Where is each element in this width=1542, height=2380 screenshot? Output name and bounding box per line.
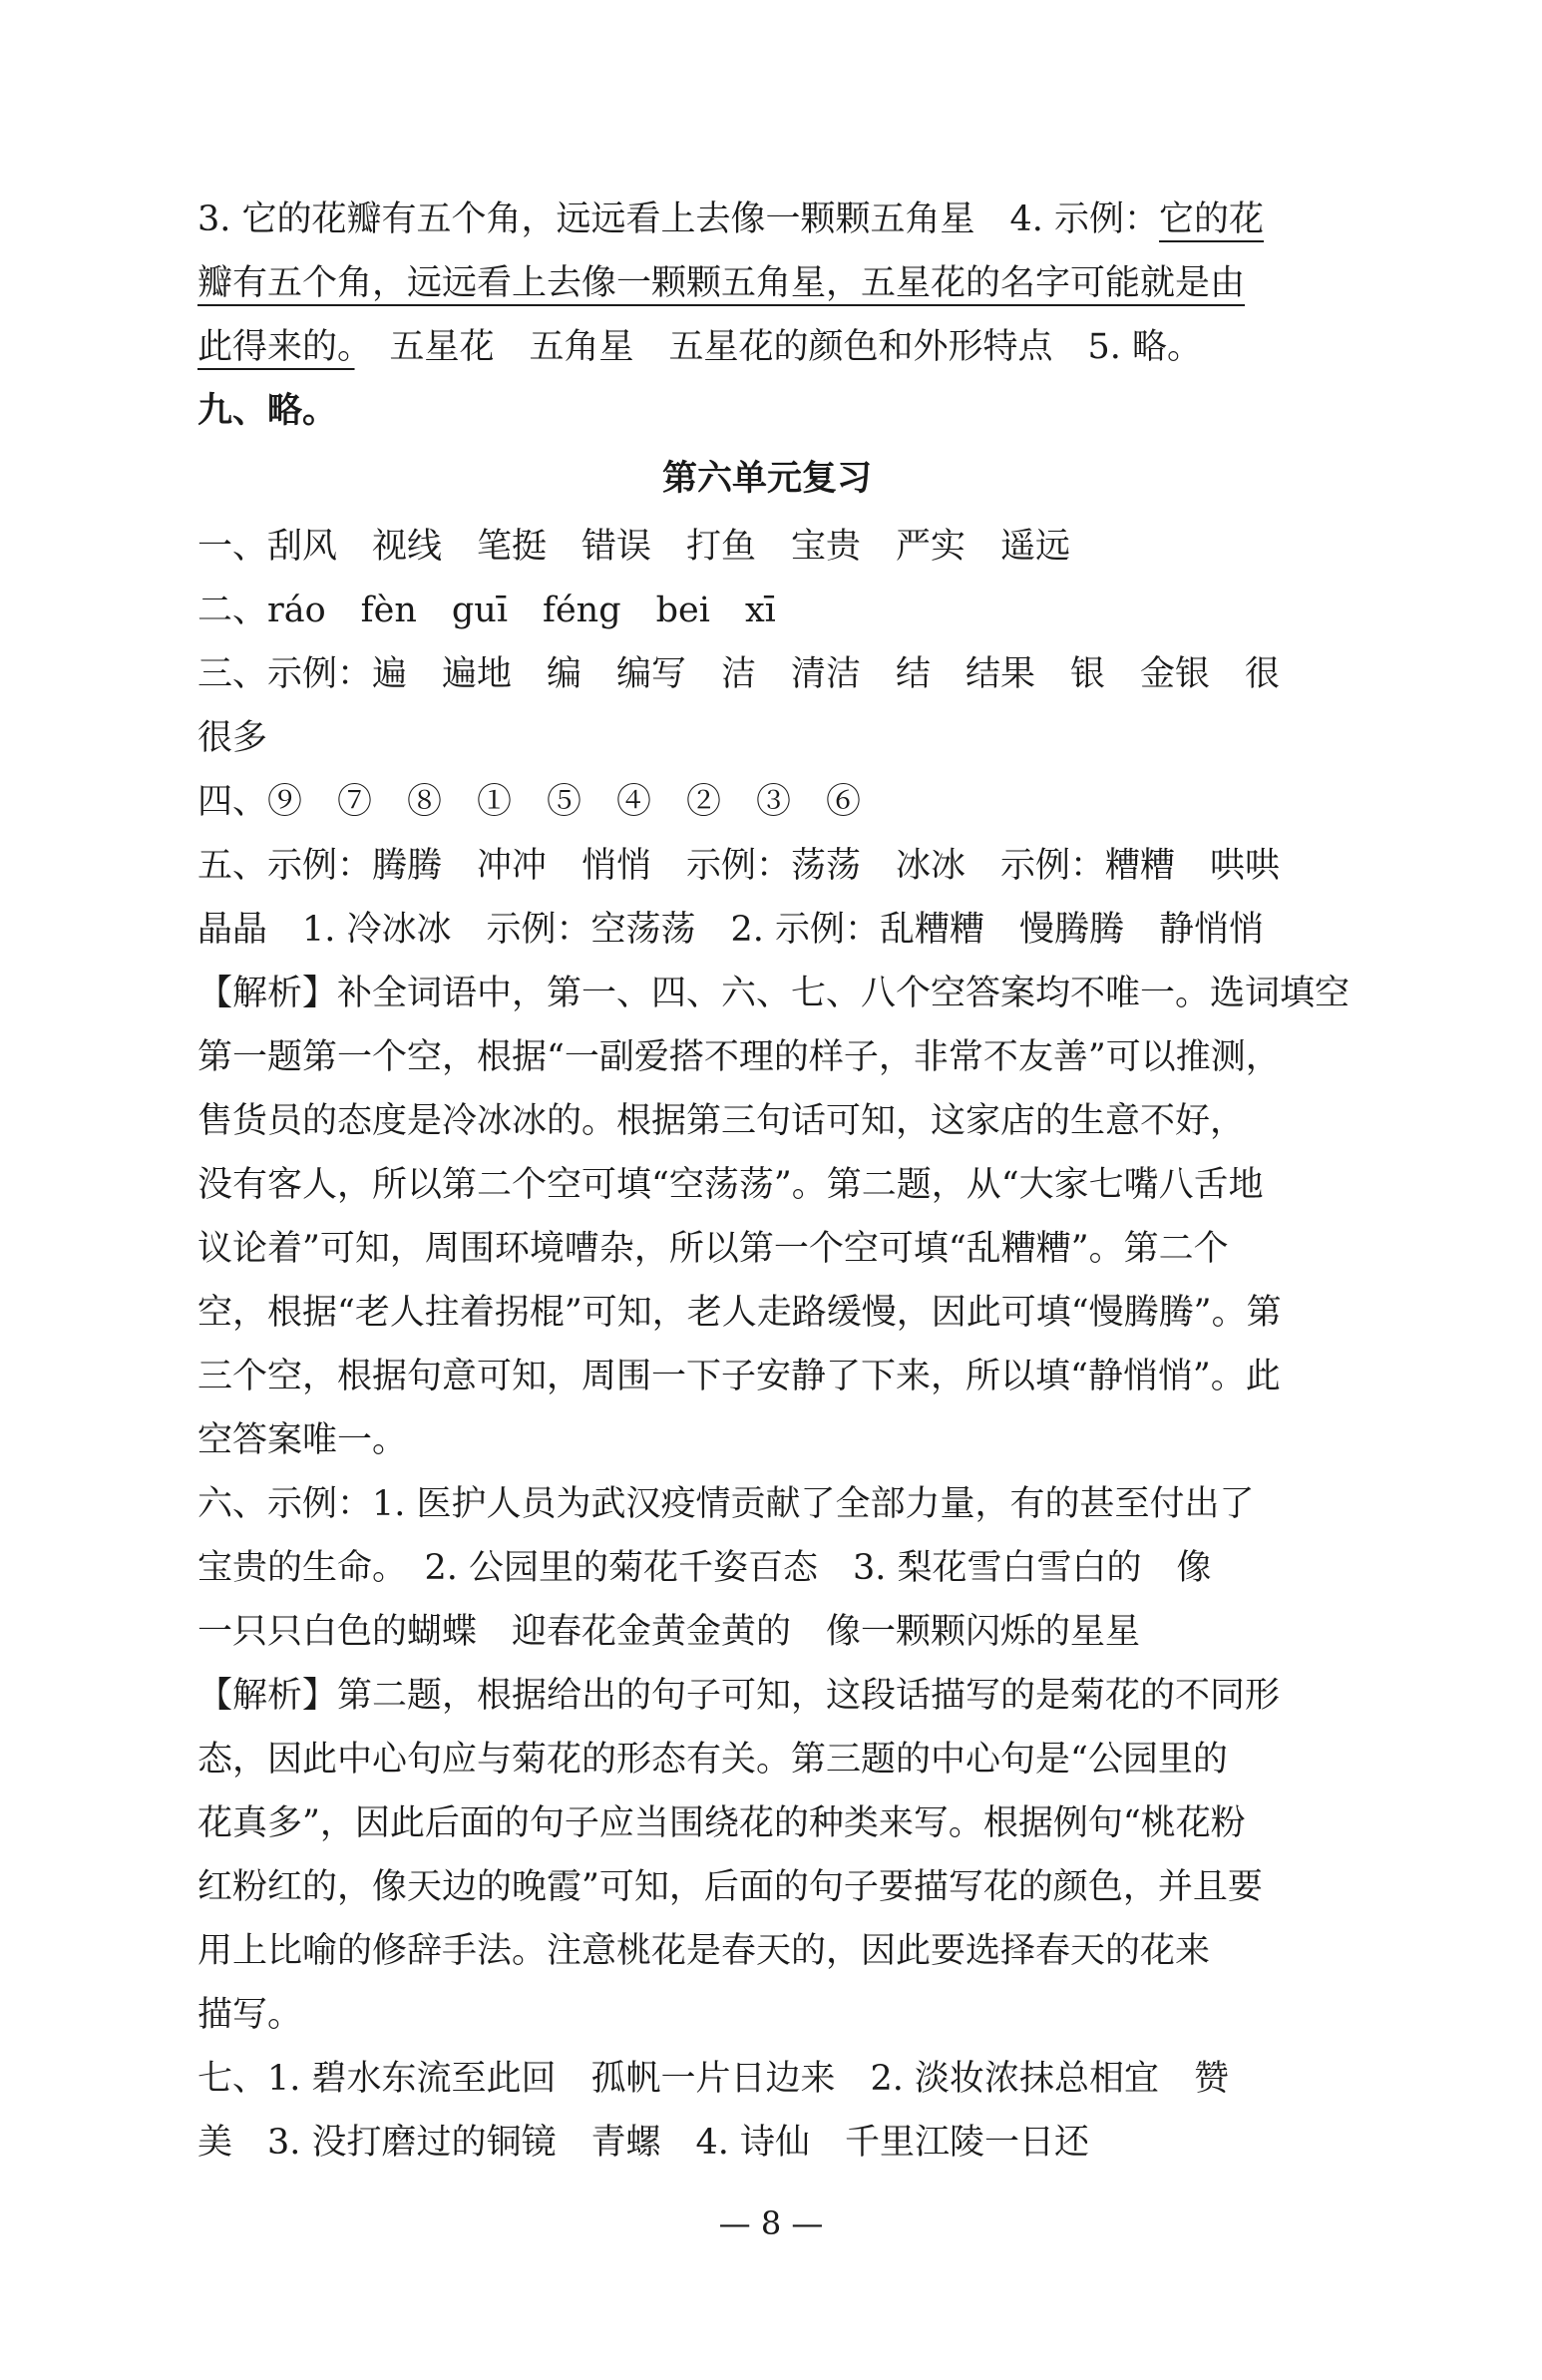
analysis-6: 【解析】第二题，根据给出的句子可知，这段话描写的是菊花的不同形 [197,1676,1281,1716]
page-number: — 8 — [718,2204,824,2242]
question-2: 二、ráo fèn guī féng bei xī [197,591,776,630]
analysis-5: 三个空，根据句意可知，周围一下子安静了下来，所以填“静悄悄”。此 [197,1357,1281,1396]
analysis-6: 红粉红的，像天边的晚霞”可知，后面的句子要描写花的颜色，并且要 [197,1867,1263,1907]
analysis-6: 描写。 [197,1995,303,2035]
analysis-6: 花真多”，因此后面的句子应当围绕花的种类来写。根据例句“桃花粉 [197,1803,1246,1843]
analysis-5: 空答案唯一。 [197,1420,408,1460]
text-line: 瓣有五个角，远远看上去像一颗颗五角星，五星花的名字可能就是由 [197,263,1246,303]
question-7: 七、1. 碧水东流至此回 孤帆一片日边来 2. 淡妆浓抹总相宜 赞 [197,2059,1230,2099]
text-line: 3. 它的花瓣有五个角，远远看上去像一颗颗五角星 4. 示例：它的花 [197,199,1265,239]
analysis-6: 态，因此中心句应与菊花的形态有关。第三题的中心句是“公园里的 [197,1740,1228,1780]
analysis-5: 没有客人，所以第二个空可填“空荡荡”。第二题，从“大家七嘴八舌地 [197,1165,1264,1205]
text-line: 此得来的。 五星花 五角星 五星花的颜色和外形特点 5. 略。 [197,327,1203,367]
question-5: 五、示例：腾腾 冲冲 悄悄 示例：荡荡 冰冰 示例：糟糟 哄哄 [197,846,1281,886]
question-6: 宝贵的生命。 2. 公园里的菊花千姿百态 3. 梨花雪白雪白的 像 [197,1548,1212,1588]
question-3: 很多 [197,718,268,758]
question-6: 一只只白色的蝴蝶 迎春花金黄金黄的 像一颗颗闪烁的星星 [197,1612,1141,1652]
question-6: 六、示例：1. 医护人员为武汉疫情贡献了全部力量，有的甚至付出了 [197,1484,1255,1524]
answer-page [197,188,1350,2175]
analysis-5: 空，根据“老人拄着拐棍”可知，老人走路缓慢，因此可填“慢腾腾”。第 [197,1293,1282,1333]
question-5: 晶晶 1. 冷冰冰 示例：空荡荡 2. 示例：乱糟糟 慢腾腾 静悄悄 [197,910,1265,950]
section-title: 第六单元复习 [661,458,872,499]
question-4: 四、⑨ ⑦ ⑧ ① ⑤ ④ ② ③ ⑥ [197,782,862,822]
analysis-5: 第一题第一个空，根据“一副爱搭不理的样子，非常不友善”可以推测， [197,1037,1281,1077]
analysis-5: 【解析】补全词语中，第一、四、六、七、八个空答案均不唯一。选词填空 [197,974,1350,1013]
question-7: 美 3. 没打磨过的铜镜 青螺 4. 诗仙 千里江陵一日还 [197,2123,1090,2163]
analysis-6: 用上比喻的修辞手法。注意桃花是春天的，因此要选择春天的花来 [197,1931,1211,1971]
analysis-5: 售货员的态度是冷冰冰的。根据第三句话可知，这家店的生意不好， [197,1101,1246,1141]
analysis-5: 议论着”可知，周围环境嘈杂，所以第一个空可填“乱糟糟”。第二个 [197,1229,1229,1269]
question-1: 一、刮风 视线 笔挺 错误 打鱼 宝贵 严实 遥远 [197,527,1071,567]
question-3: 三、示例：遍 遍地 编 编写 洁 清洁 结 结果 银 金银 很 [197,654,1281,694]
text-line: 九、略。 [197,390,338,431]
